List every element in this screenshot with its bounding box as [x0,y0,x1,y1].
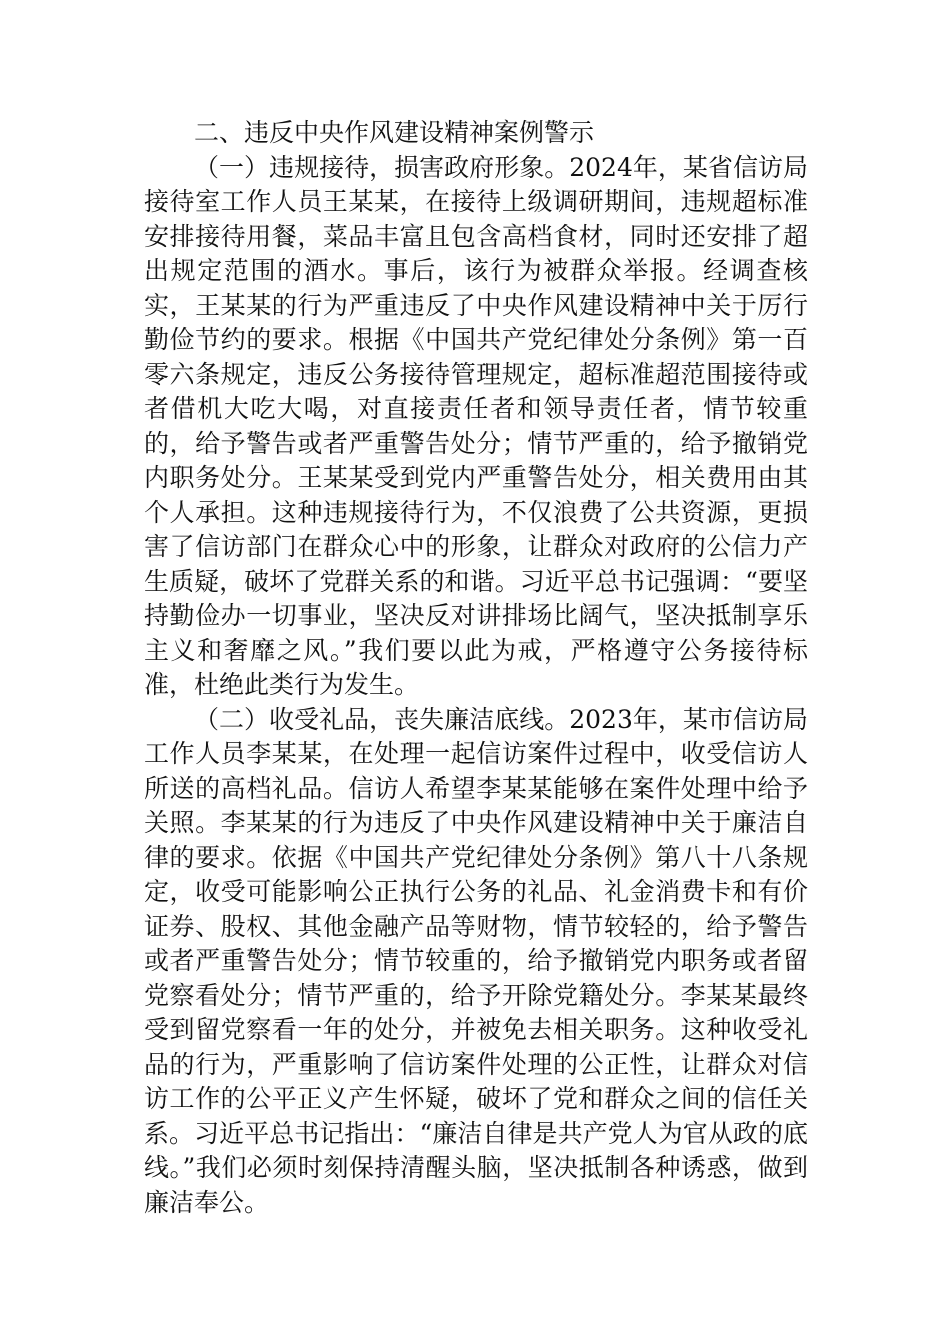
document-body [144,116,808,1220]
case-paragraph-1: （一）违规接待，损害政府形象。2024年，某省信访局接待室工作人员王某某，在接待上级调研期间，违规超标准安排接待用餐，菜品丰富且包含高档食材，同时还安排了超出规定范围的酒水。事后，该行为被群众举报。经调查核实，王某某的行为严重违反了中央作风建设精神中关于厉行勤俭节约的要求。根据《中国共产党纪律处分条例》第一百零六条规定，违反公务接待管理规定，超标准超范围接待或者借机大吃大喝，对直接责任者和领导责任者，情节较重的，给予警告或者严重警告处分；情节严重的，给予撤销党内职务处分。王某某受到党内严重警告处分，相关费用由其个人承担。这种违规接待行为，不仅浪费了公共资源，更损害了信访部门在群众心中的形象，让群众对政府的公信力产生质疑，破坏了党群关系的和谐。习近平总书记强调：“要坚持勤俭办一切事业，坚决反对讲排场比阔气，坚决抵制享乐主义和奢靡之风。”我们要以此为戒，严格遵守公务接待标准，杜绝此类行为发生。 [144,152,808,699]
case-paragraph-2: （二）收受礼品，丧失廉洁底线。2023年，某市信访局工作人员李某某，在处理一起信访案件过程中，收受信访人所送的高档礼品。信访人希望李某某能够在案件处理中给予关照。李某某的行为违反了中央作风建设精神中关于廉洁自律的要求。依据《中国共产党纪律处分条例》第八十八条规定，收受可能影响公正执行公务的礼品、礼金消费卡和有价证券、股权、其他金融产品等财物，情节较轻的，给予警告或者严重警告处分；情节较重的，给予撤销党内职务或者留党察看处分；情节严重的，给予开除党籍处分。李某某最终受到留党察看一年的处分，并被免去相关职务。这种收受礼品的行为，严重影响了信访案件处理的公正性，让群众对信访工作的公平正义产生怀疑，破坏了党和群众之间的信任关系。习近平总书记指出：“廉洁自律是共产党人为官从政的底线。”我们必须时刻保持清醒头脑，坚决抵制各种诱惑，做到廉洁奉公。 [144,704,808,1217]
section-heading: 二、违反中央作风建设精神案例警示 [194,118,595,147]
